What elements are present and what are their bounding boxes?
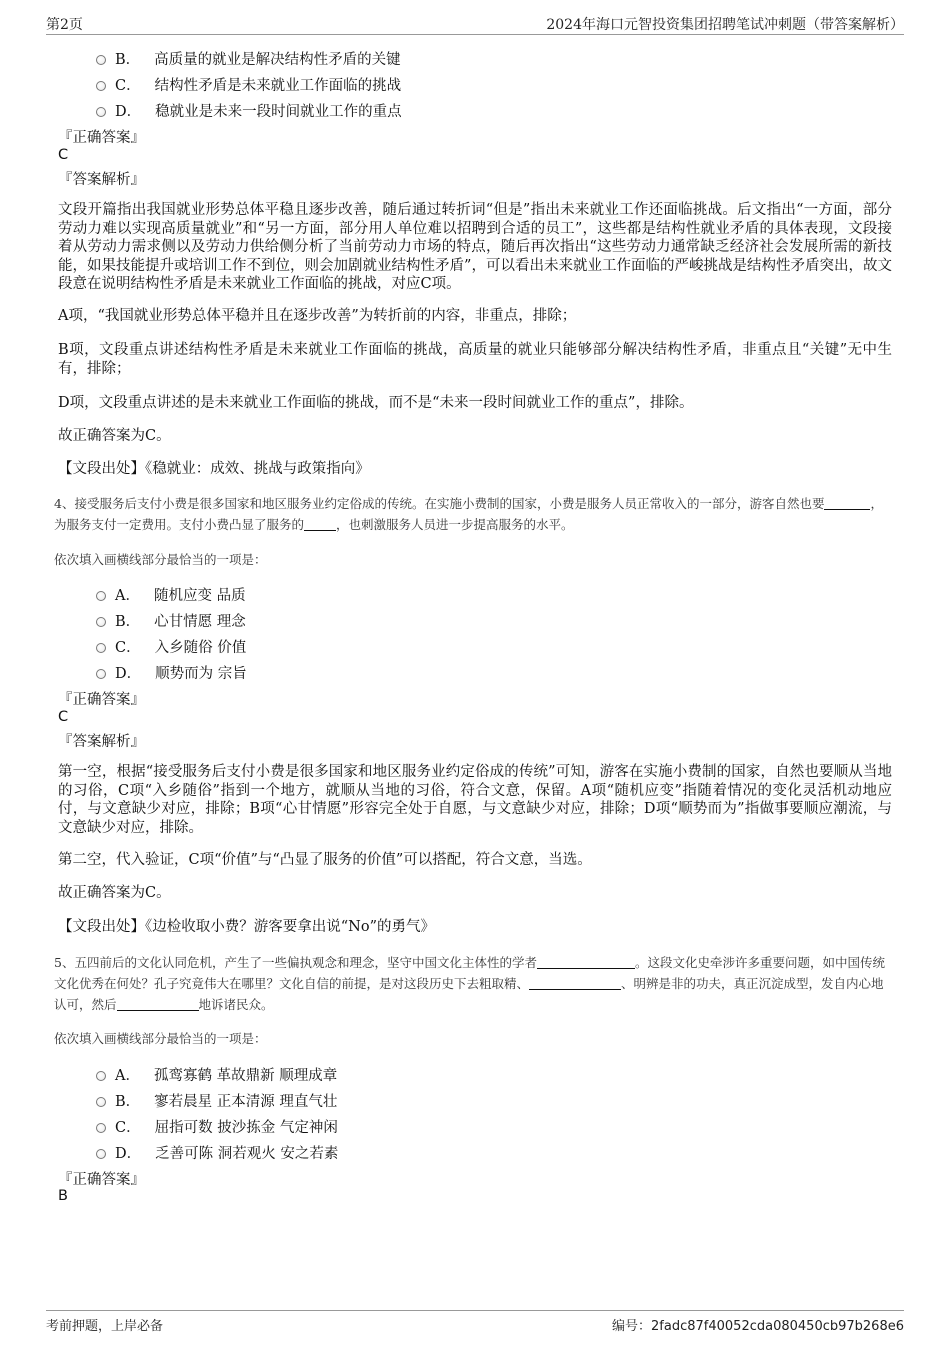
blank-2 bbox=[304, 518, 336, 531]
q3-analysis-paragraph: 文段开篇指出我国就业形势总体平稳且逐步改善，随后通过转折词“但是”指出未来就业工作还面临挑战。后文指出“一方面，部分劳动力难以实现高质量就业”和“另一方面，部分用人单位难以招聘到合适的员工”，这些都是结构性就业矛盾的具体表现，文段接着从劳动力需求侧以及劳动力供给侧分析了当前劳动力市场的特点，随后再次指出“这些劳动力通常缺乏经济社会发展所需的新技能，如果技能提升或培训工作不到位，则会加剧就业结构性矛盾”，可以看出未来就业工作面临的严峻挑战是结构性矛盾突出，故文段意在说明结构性矛盾是未来就业工作面临的挑战，对应C项。 bbox=[58, 202, 892, 292]
q3-answer: C bbox=[58, 147, 69, 163]
q3-analysis-label: 『答案解析』 bbox=[58, 172, 145, 188]
radio-icon[interactable] bbox=[96, 617, 106, 627]
radio-icon[interactable] bbox=[96, 1123, 106, 1133]
q5-option-a[interactable]: A． 孤鸾寡鹤 革故鼎新 顺理成章 bbox=[96, 1064, 337, 1085]
q4-stem: 4、接受服务后支付小费是很多国家和地区服务业约定俗成的传统。在实施小费制的国家，小费是服务人员正常收入的一部分，游客自然也要 ，为服务支付一定费用。支付小费凸显了服务的 ，也刺激服务人员进一步提高服务的水平。 bbox=[54, 496, 883, 532]
q4-option-c[interactable]: C． 入乡随俗 价值 bbox=[96, 636, 246, 657]
blank-2 bbox=[529, 977, 621, 990]
radio-icon[interactable] bbox=[96, 669, 106, 679]
q4-analysis-label: 『答案解析』 bbox=[58, 734, 145, 750]
q4-analysis-paragraph-1: 第一空，根据“接受服务后支付小费是很多国家和地区服务业约定俗成的传统”可知，游客在实施小费制的国家，自然也要顺从当地的习俗，C项“入乡随俗”指到一个地方，就顺从当地的习俗，符合文意，保留。A项“随机应变”指随着情况的变化灵活机动地应付，与文意缺少对应，排除；B项“心甘情愿”形容完全处于自愿，与文意缺少对应，排除；D项“顺势而为”指做事要顺应潮流，与文意缺少对应，排除。 bbox=[58, 764, 892, 836]
q5-option-c[interactable]: C． 屈指可数 披沙拣金 气定神闲 bbox=[96, 1116, 338, 1137]
q5-stem: 5、五四前后的文化认同危机，产生了一些偏执观念和理念，坚守中国文化主体性的学者 。这段文化史牵涉许多重要问题，如中国传统文化优秀在何处？孔子究竟伟大在哪里？文化自信的前提，是对这段历史下去粗取精、 、明辨是非的功夫，真正沉淀成型，发自内心地认可，然后 地诉诸民众。 bbox=[54, 955, 885, 1012]
q4-answer-label: 『正确答案』 bbox=[58, 692, 145, 708]
q3-answer-label: 『正确答案』 bbox=[58, 130, 145, 146]
radio-icon[interactable] bbox=[96, 107, 106, 117]
radio-icon[interactable] bbox=[96, 55, 106, 65]
q3-conclusion: 故正确答案为C。 bbox=[58, 428, 171, 444]
page-footer bbox=[46, 1310, 904, 1333]
q5-option-d[interactable]: D． 乏善可陈 洞若观火 安之若素 bbox=[96, 1142, 338, 1163]
q5-instruction: 依次填入画横线部分最恰当的一项是： bbox=[54, 1031, 267, 1046]
q3-source: 【文段出处】《稳就业：成效、挑战与政策指向》 bbox=[58, 461, 370, 477]
q3-option-d[interactable]: D． 稳就业是未来一段时间就业工作的重点 bbox=[96, 100, 402, 121]
q4-analysis-paragraph-2: 第二空，代入验证，C项“价值”与“凸显了服务的价值”可以搭配，符合文意，当选。 bbox=[58, 852, 592, 868]
q3-option-b[interactable]: B． 高质量的就业是解决结构性矛盾的关键 bbox=[96, 48, 401, 69]
radio-icon[interactable] bbox=[96, 1097, 106, 1107]
blank-3 bbox=[117, 998, 199, 1011]
radio-icon[interactable] bbox=[96, 591, 106, 601]
q4-instruction: 依次填入画横线部分最恰当的一项是： bbox=[54, 552, 267, 567]
q3-analysis-b: B项，文段重点讲述结构性矛盾是未来就业工作面临的挑战，高质量的就业只能够部分解决结构性矛盾，非重点且“关键”无中生有，排除； bbox=[58, 342, 892, 377]
q4-answer: C bbox=[58, 709, 69, 725]
q3-option-c[interactable]: C． 结构性矛盾是未来就业工作面临的挑战 bbox=[96, 74, 401, 95]
footer-slogan: 考前押题，上岸必备 bbox=[46, 1319, 164, 1334]
page-header bbox=[46, 14, 904, 35]
q4-conclusion: 故正确答案为C。 bbox=[58, 885, 171, 901]
q4-option-b[interactable]: B． 心甘情愿 理念 bbox=[96, 610, 246, 631]
q5-option-b[interactable]: B． 寥若晨星 正本清源 理直气壮 bbox=[96, 1090, 337, 1111]
blank-1 bbox=[537, 956, 635, 969]
document-title: 2024年海口元智投资集团招聘笔试冲刺题（带答案解析） bbox=[546, 17, 904, 33]
radio-icon[interactable] bbox=[96, 1071, 106, 1081]
q4-option-d[interactable]: D． 顺势而为 宗旨 bbox=[96, 662, 247, 683]
q5-answer: B bbox=[58, 1188, 68, 1204]
q4-source: 【文段出处】《边检收取小费？游客要拿出说“No”的勇气》 bbox=[58, 919, 435, 935]
q3-analysis-d: D项，文段重点讲述的是未来就业工作面临的挑战，而不是“未来一段时间就业工作的重点”，排除。 bbox=[58, 395, 694, 411]
q5-answer-label: 『正确答案』 bbox=[58, 1172, 145, 1188]
radio-icon[interactable] bbox=[96, 1149, 106, 1159]
document-id: 编号：2fadc87f40052cda080450cb97b268e6 bbox=[612, 1319, 904, 1334]
q4-option-a[interactable]: A． 随机应变 品质 bbox=[96, 584, 246, 605]
radio-icon[interactable] bbox=[96, 81, 106, 91]
radio-icon[interactable] bbox=[96, 643, 106, 653]
blank-1 bbox=[824, 497, 870, 510]
q3-analysis-a: A项，“我国就业形势总体平稳并且在逐步改善”为转折前的内容，非重点，排除； bbox=[58, 308, 577, 324]
page-number: 第2页 bbox=[46, 17, 83, 33]
